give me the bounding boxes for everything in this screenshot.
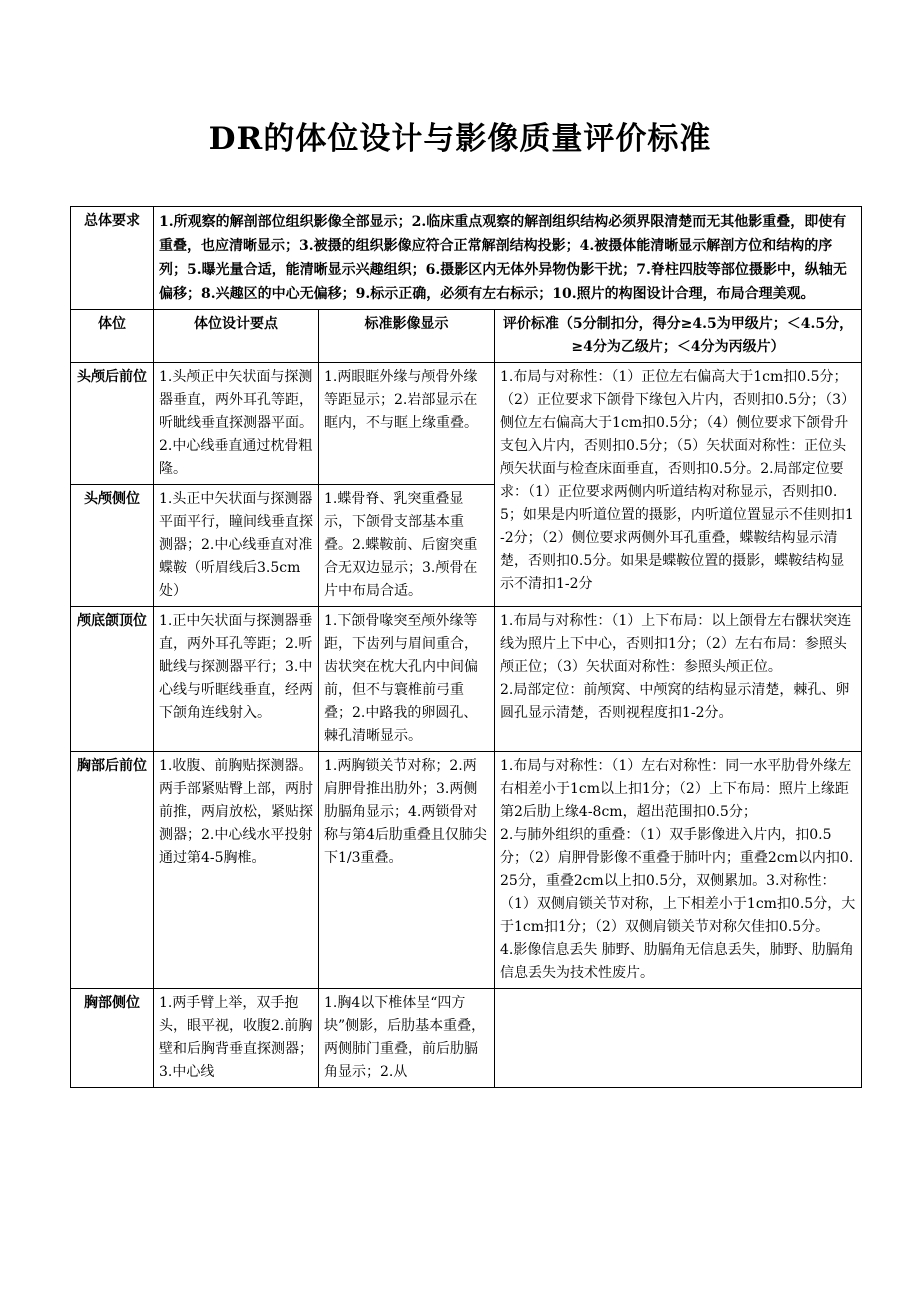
row-design: 1.正中矢状面与探测器垂直，两外耳孔等距；2.听眦线与探测器平行；3.中心线与听眶线垂直，经两下颌角连线射入。 xyxy=(154,607,319,752)
row-display: 1.两眼眶外缘与颅骨外缘等距显示；2.岩部显示在眶内，不与眶上缘重叠。 xyxy=(319,363,495,485)
criteria-paragraph: 2.与肺外组织的重叠：（1）双手影像进入片内，扣0.5分；（2）肩胛骨影像不重叠于肺叶内；重叠2cm以内扣0.25分，重叠2cm以上扣0.5分，双侧累加。3.对称性：（1）双侧肩锁关节对称，上下相差小于1cm扣0.5分，大于1cm扣1分；（2）双侧肩锁关节对称欠佳扣0.5分。 xyxy=(500,827,856,935)
table-row xyxy=(71,363,862,485)
row-design: 1.收腹、前胸贴探测器。两手部紧贴臀上部，两肘前推，两肩放松，紧贴探测器；2.中心线水平投射通过第4-5胸椎。 xyxy=(154,752,319,989)
head-criteria: 1.布局与对称性：（1）正位左右偏高大于1cm扣0.5分；（2）正位要求下颌骨下缘包入片内，否则扣0.5分；（3）侧位左右偏高大于1cm扣0.5分；（4）侧位要求下颌骨升支包入片内，否则扣0.5分；（5）矢状面对称性：正位头颅矢状面与检查床面垂直，否则扣0.5分。2.局部定位要求：（1）正位要求两侧内听道结构对称显示，否则扣0.5；如果是内听道位置的摄影，内听道位置显示不佳则扣1-2分；（2）侧位要求两侧外耳孔重叠，蝶鞍结构显示清楚，否则扣0.5分。如果是蝶鞍位置的摄影，蝶鞍结构显示不清扣1-2分 xyxy=(495,363,862,607)
header-criteria: 评价标准（5分制扣分，得分≥4.5为甲级片；＜4.5分，≥4分为乙级片；＜4分为丙级片） xyxy=(495,310,862,363)
header-position: 体位 xyxy=(71,310,154,363)
criteria-paragraph: 1.布局与对称性：（1）左右对称性：同一水平肋骨外缘左右相差小于1cm以上扣1分；（2）上下布局：照片上缘距第2后肋上缘4-8cm，超出范围扣0.5分； xyxy=(500,758,852,820)
row-design: 1.两手臂上举，双手抱头，眼平视，收腹2.前胸壁和后胸背垂直探测器；3.中心线 xyxy=(154,989,319,1088)
table-row xyxy=(71,989,862,1088)
row-design: 1.头正中矢状面与探测器平面平行，瞳间线垂直探测器；2.中心线垂直对准蝶鞍（听眉线后3.5cm处） xyxy=(154,485,319,607)
general-text: 1.所观察的解剖部位组织影像全部显示；2.临床重点观察的解剖组织结构必须界限清楚而无其他影重叠，即使有重叠，也应清晰显示；3.被摄的组织影像应符合正常解剖结构投影；4.被摄体能清晰显示解剖方位和结构的序列；5.曝光量合适，能清晰显示兴趣组织；6.摄影区内无体外异物伪影干扰；7.脊柱四肢等部位摄影中，纵轴无偏移；8.兴趣区的中心无偏移；9.标示正确，必须有左右标示；10.照片的构图设计合理，布局合理美观。 xyxy=(154,207,862,310)
criteria-paragraph: 4.影像信息丢失 肺野、肋膈角无信息丢失，肺野、肋膈角信息丢失为技术性废片。 xyxy=(500,942,854,981)
page-title: DR的体位设计与影像质量评价标准 xyxy=(208,121,712,157)
row-display: 1.蝶骨脊、乳突重叠显示，下颌骨支部基本重叠。2.蝶鞍前、后窗突重合无双边显示；3.颅骨在片中布局合适。 xyxy=(319,485,495,607)
row-label: 头颅后前位 xyxy=(71,363,154,485)
row-label: 胸部后前位 xyxy=(71,752,154,989)
general-row xyxy=(71,207,862,310)
header-row xyxy=(71,310,862,363)
table-row xyxy=(71,752,862,989)
row-display: 1.下颌骨喙突至颅外缘等距，下齿列与眉间重合，齿状突在枕大孔内中间偏前，但不与寰椎前弓重叠；2.中路我的卵圆孔、棘孔清晰显示。 xyxy=(319,607,495,752)
header-display: 标准影像显示 xyxy=(319,310,495,363)
row-display: 1.胸4以下椎体呈“四方块”侧影，后肋基本重叠，两侧肺门重叠，前后肋膈角显示；2.从 xyxy=(319,989,495,1088)
criteria-paragraph: 1.布局与对称性：（1）上下布局：以上颌骨左右髁状突连线为照片上下中心，否则扣1分；（2）左右布局：参照头颅正位；（3）矢状面对称性：参照头颅正位。 xyxy=(500,613,852,675)
row-label: 颅底颌顶位 xyxy=(71,607,154,752)
header-design: 体位设计要点 xyxy=(154,310,319,363)
row-design: 1.头颅正中矢状面与探测器垂直，两外耳孔等距，听眦线垂直探测器平面。2.中心线垂直通过枕骨粗隆。 xyxy=(154,363,319,485)
row-criteria xyxy=(495,752,862,989)
row-label: 胸部侧位 xyxy=(71,989,154,1088)
row-criteria xyxy=(495,607,862,752)
row-criteria xyxy=(495,989,862,1088)
table-row xyxy=(71,607,862,752)
standards-table xyxy=(70,206,862,1088)
row-display: 1.两胸锁关节对称；2.两肩胛骨推出肋外；3.两侧肋膈角显示；4.两锁骨对称与第4后肋重叠且仅肺尖下1/3重叠。 xyxy=(319,752,495,989)
general-label: 总体要求 xyxy=(71,207,154,310)
criteria-paragraph: 2.局部定位：前颅窝、中颅窝的结构显示清楚，棘孔、卵圆孔显示清楚，否则视程度扣1-2分。 xyxy=(500,682,850,721)
row-label: 头颅侧位 xyxy=(71,485,154,607)
